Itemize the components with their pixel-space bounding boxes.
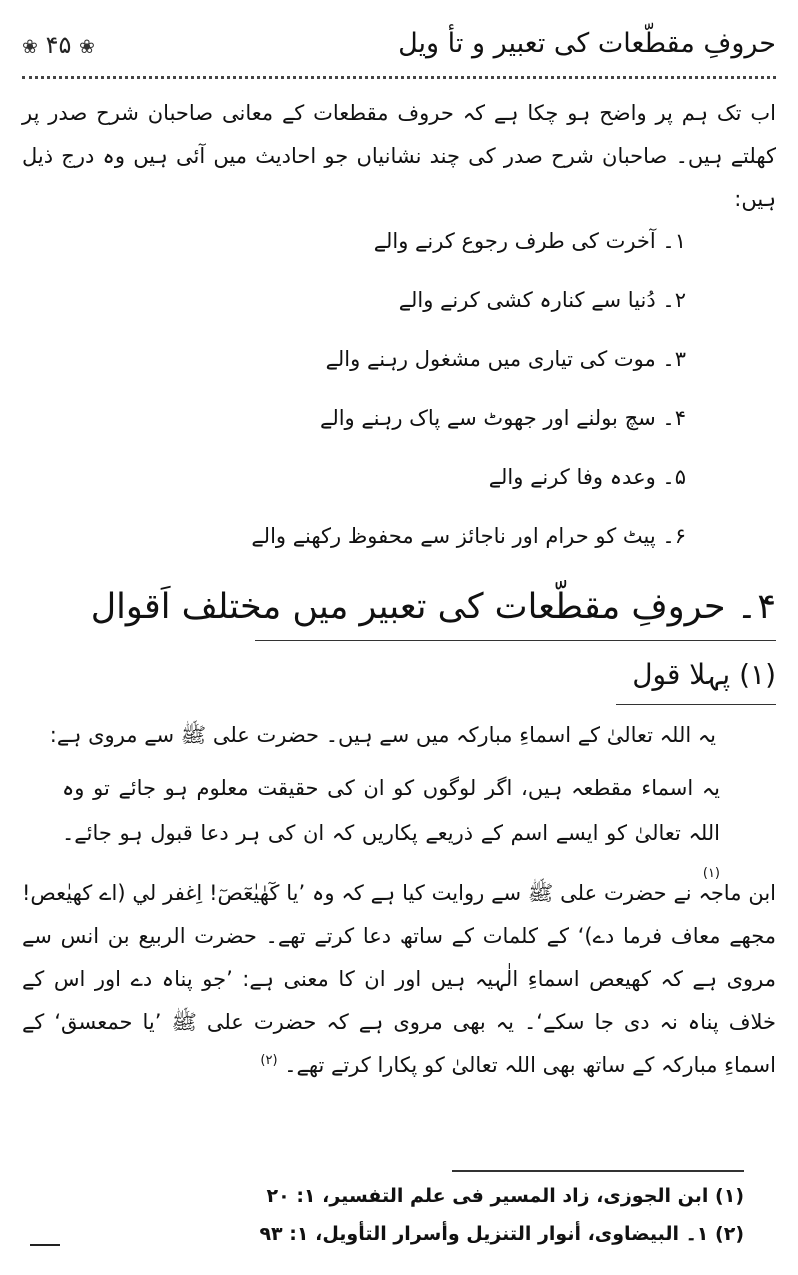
continuation-dash (30, 1244, 60, 1246)
attribution-line: یہ اللہ تعالیٰ کے اسماءِ مبارکہ میں سے ہیں۔ حضرت علی ﷺ سے مروی ہے: (49, 723, 716, 747)
sign-item: ۶۔ پیٹ کو حرام اور ناجائز سے محفوظ رکھنے والے (251, 524, 686, 548)
footnote-ref-2[interactable]: (۲) (260, 1053, 278, 1068)
section-title: ۴۔ حروفِ مقطّعات کی تعبیر میں مختلف اَقوال (255, 578, 776, 641)
running-title: حروفِ مقطّعات کی تعبیر و تأ ویل (398, 28, 776, 59)
sign-item: ۳۔ موت کی تیاری میں مشغول رہنے والے (325, 347, 686, 371)
signs-list (240, 212, 686, 566)
sign-item: ۱۔ آخرت کی طرف رجوع کرنے والے (373, 229, 686, 253)
page-header (22, 18, 776, 72)
footnote-item: (۲) ۱۔ البیضاوی، أنوار التنزیل وأسرار التأویل، ۱: ۹۳ (259, 1223, 744, 1245)
page-number-badge (22, 28, 95, 64)
quote-text: یہ اسماء مقطعہ ہیں، اگر لوگوں کو ان کی حقیقت معلوم ہو جائے تو وہ اللہ تعالیٰ کو ایسے اسم کے ذریعے پکاریں کہ ان کی ہر دعا قبول ہو جائے۔ (62, 776, 720, 845)
body-text: ابن ماجہ نے حضرت علی ﷺ سے روایت کیا ہے کہ وہ ’یا کٓھٰیٰعٓصٓ! اِغفر لي (اے کھیٰعص! مجھے معاف فرما دے)‘ کے کلمات کے ساتھ دعا کرتے تھے۔ حضرت الربیع بن انس سے مروی ہے کہ کھیعص اسماءِ الٰہیہ ہیں اور ان کا معنی ہے: ’جو پناہ دے اور اس کے خلاف پناہ نہ دی جا سکے‘۔ یہ بھی مروی ہے کہ حضرت علی ﷺ ’یا حمعسق‘ کے اسماءِ مبارکہ کے ساتھ بھی اللہ تعالیٰ کو پکارا کرتے تھے۔ (22, 881, 776, 1077)
ornament-right-icon: ❀ (78, 36, 95, 58)
subsection-title: (۱) پہلا قول (616, 652, 776, 705)
footnote-item: (۱) ابن الجوزی، زاد المسیر فی علم التفسیر، ۱: ۲۰ (266, 1185, 744, 1207)
sign-item: ۴۔ سچ بولنے اور جھوٹ سے پاک رہنے والے (320, 406, 686, 430)
intro-paragraph: اب تک ہم پر واضح ہو چکا ہے کہ حروف مقطعات کے معانی صاحبان شرح صدر پر کھلتے ہیں۔ صاحبان شرح صدر کی چند نشانیاں جو احادیث میں آئی ہیں وہ درج ذیل ہیں: (22, 101, 776, 211)
footnotes-list (22, 1177, 744, 1253)
header-divider (22, 76, 776, 79)
ornament-left-icon: ❀ (22, 36, 38, 58)
page-number: ۴۵ (45, 31, 72, 59)
footnote-ref-1[interactable]: (۱) (702, 866, 720, 881)
sign-item: ۵۔ وعدہ وفا کرنے والے (488, 465, 686, 489)
body-paragraph (22, 872, 776, 1087)
footnote-divider (452, 1170, 744, 1172)
sign-item: ۲۔ دُنیا سے کنارہ کشی کرنے والے (398, 288, 686, 312)
